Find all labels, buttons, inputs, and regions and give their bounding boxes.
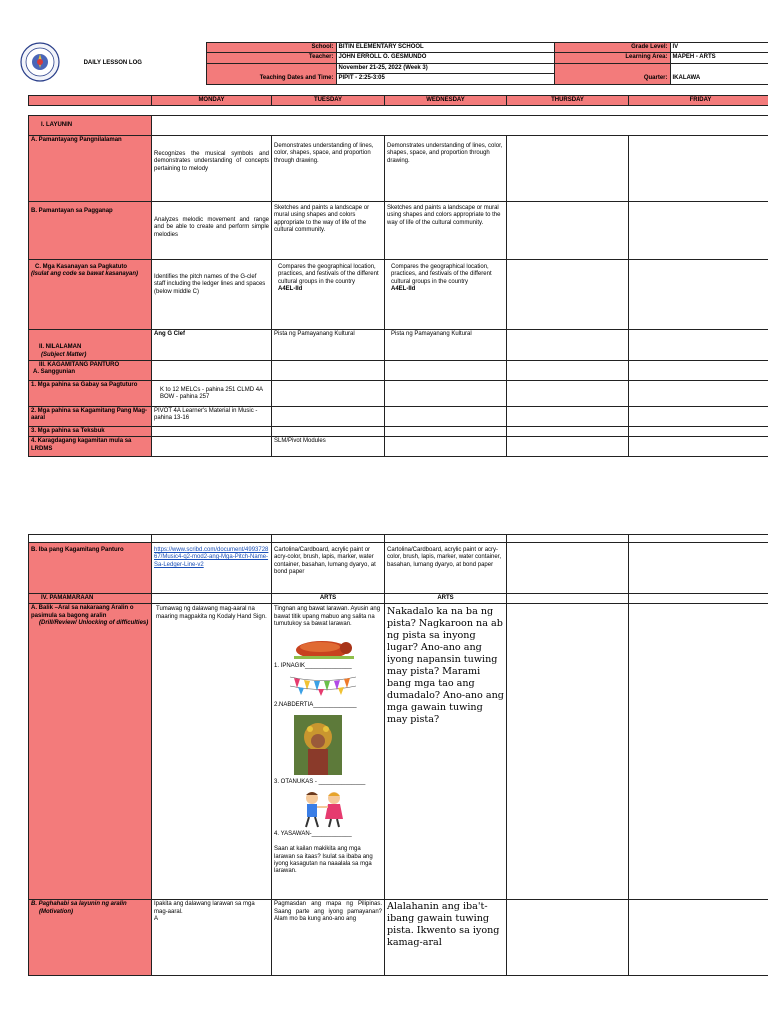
balik-aral-label: A. Balik –Aral sa nakaraang Aralin o pasimula sa bagong aralin (31, 605, 134, 619)
day-thursday: THURSDAY (507, 96, 629, 106)
sanggunian-label: A. Sanggunian (33, 369, 75, 376)
kagamitang-panturo-label: III. KAGAMITANG PANTURO (39, 362, 120, 368)
dates-value: November 21-25, 2022 (Week 3) (336, 63, 554, 73)
c-monday: Identifies the pitch names of the G-clef staff including the ledger lines and spaces (below middle C) (152, 260, 272, 330)
time-value: PIPIT - 2:25-3:05 (336, 74, 554, 84)
lechon-picture (290, 635, 360, 661)
kagamitang-mag-aaral-monday: PIVOT 4A Learner's Material in Music - pahina 13-16 (152, 407, 272, 427)
layunin-heading: I. LAYUNIN (29, 116, 152, 136)
dates-label: Teaching Dates and Time: (206, 63, 336, 84)
teksbuk-label: 3. Mga pahina sa Teksbuk (29, 427, 152, 437)
paghahabi-tuesday: Pagmasdan ang mapa ng Pilipinas. Saang parte ang iyong pamayanan? Alam mo ba kung ano-ano ang (272, 900, 385, 976)
teacher-label: Teacher: (206, 53, 336, 63)
grade-label: Grade Level: (554, 43, 670, 53)
pamamaraan-heading: IV. PAMAMARAAN (29, 594, 152, 604)
days-header (28, 95, 768, 106)
iba-tuesday: Cartolina/Cardboard, acrylic paint or acry-color, brush, lapis, marker, water container, basahan, lumang dyaryo, at bond paper (272, 543, 385, 594)
pic1-label: 1. IPNAGIK______________ (274, 662, 352, 669)
balik-tuesday-question: Saan at kailan makikita ang mga larawan sa itaas? Isulat sa ibaba ang iyong kasagutan na naaalala sa mga larawan. (274, 846, 373, 875)
banderitas-picture (288, 674, 358, 696)
paghahabi-wednesday: Alalahanin ang iba't-ibang gawain tuwing pista. Ikwento sa iyong kamag-aral (385, 900, 507, 976)
balik-tuesday: Tingnan ang bawat larawan. Ayusin ang bawat titik upang mabuo ang salita na tumutukoy sa bawat larawan. (274, 606, 381, 628)
lrdms-tuesday: SLM/Pivot Modules (272, 437, 385, 457)
balik-monday: Tumawag ng dalawang mag-aaral na maaring magpakita ng Kodaly Hand Sign. (152, 604, 272, 900)
gabay-monday: K to 12 MELCs - pahina 251 CLMD 4A BOW - pahina 257 (152, 381, 272, 407)
paghahabi-label: B. Paghahabi sa layunin ng aralin (31, 901, 127, 908)
a-monday: Recognizes the musical symbols and demonstrates understanding of concepts pertaining to melody (152, 136, 272, 202)
pic3-label: 3. OTANUKAS - ______________ (274, 779, 366, 786)
c-tuesday-code: A4EL-IId (278, 286, 303, 293)
school-value: BITIN ELEMENTARY SCHOOL (336, 43, 554, 53)
balik-aral-sublabel: (Drill/Review/ Unlocking of difficulties) (39, 620, 149, 627)
area-label: Learning Area: (554, 53, 670, 63)
day-wednesday: WEDNESDAY (385, 96, 507, 106)
pamantayan-sa-pagganap-label: B. Pamantayan sa Pagganap (29, 202, 152, 260)
lesson-table-page2 (28, 534, 768, 976)
pic2-label: 2.NABDERTIA_____________ (274, 702, 357, 709)
iba-wednesday: Cartolina/Cardboard, acrylic paint or acry-color, brush, lapis, marker, water container, basahan, lumang dyaryo, at bond paper (385, 543, 507, 594)
arts-wednesday: ARTS (385, 594, 507, 604)
paghahabi-sublabel: (Motivation) (39, 908, 73, 915)
pamantayang-pangnilalaman-label: A. Pamantayang Pangnilalaman (29, 136, 152, 202)
day-tuesday: TUESDAY (272, 96, 385, 106)
header-table (20, 42, 768, 85)
quarter-value: IKALAWA (670, 63, 768, 84)
dll-title: DAILY LESSON LOG (20, 43, 206, 85)
iba-pang-kagamitan-label: B. Iba pang Kagamitang Panturo (29, 543, 152, 594)
kasanayan-label: C. Mga Kasanayan sa Pagkatuto (35, 264, 128, 270)
scribd-link[interactable]: https://www.scribd.com/document/499372867/Music4-q2-mod2-ang-Mga-Pitch-Name-Sa-Ledger-Line-v2 (154, 547, 269, 568)
c-tuesday: Compares the geographical location, practices, and festivals of the different cultural groups in the country (278, 264, 379, 285)
a-wednesday: Demonstrates understanding of lines, color, shapes, space, and proportion through drawing. (385, 136, 507, 202)
b-tuesday: Sketches and paints a landscape or mural using shapes and colors appropriate to the way of life of the cultural community. (272, 202, 385, 260)
c-wednesday-code: A4EL-IId (391, 286, 416, 293)
lesson-table-page1 (28, 115, 768, 457)
nilalaman-label: II. NILALAMAN (39, 344, 82, 351)
school-label: School: (206, 43, 336, 53)
c-wednesday: Compares the geographical location, practices, and festivals of the different cultural groups in the country (391, 264, 492, 285)
quarter-label: Quarter: (554, 63, 670, 84)
paghahabi-monday: Ipakita ang dalawang larawan sa mga mag-aaral. (154, 901, 255, 915)
gabay-label: 1. Mga pahina sa Gabay sa Pagtuturo (29, 381, 152, 407)
nilalaman-monday: Ang G Clef (152, 330, 272, 361)
nilalaman-tuesday: Pista ng Pamayanang Kultural (272, 330, 385, 361)
dancing-kids-picture (294, 789, 354, 829)
grade-value: IV (670, 43, 768, 53)
kasanayan-sublabel: (Isulat ang code sa bawat kasanayan) (31, 271, 139, 278)
pic4-label: 4. YASAWAN-____________ (274, 830, 352, 837)
nilalaman-sublabel: (Subject Matter) (41, 351, 87, 358)
paghahabi-monday-a: A (154, 916, 159, 923)
day-friday: FRIDAY (629, 96, 768, 106)
teacher-value: JOHN ERROLL O. GESMUNDO (336, 53, 554, 63)
lrdms-label: 4. Karagdagang kagamitan mula sa LRDMS (29, 437, 152, 457)
balik-wednesday: Nakadalo ka na ba ng pista? Nagkaroon na ab ng pista sa inyong lugar? Ano-ano ang iyong napansin tuwing may pista? Marami bang mga tao ang dumadalo? Ano-ano ang mga gawain tuwing may pista? (385, 604, 507, 900)
day-monday: MONDAY (152, 96, 272, 106)
nilalaman-wednesday: Pista ng Pamayanang Kultural (385, 330, 507, 361)
a-tuesday: Demonstrates understanding of lines, color, shapes, space, and proportion through drawing. (272, 136, 385, 202)
b-monday: Analyzes melodic movement and range and be able to create and perform simple melodies (152, 202, 272, 260)
kagamitang-mag-aaral-label: 2. Mga pahina sa Kagamitang Pang Mag-aaral (29, 407, 152, 427)
b-wednesday: Sketches and paints a landscape or mural using shapes and colors appropriate to the way of life of the cultural community. (385, 202, 507, 260)
area-value: MAPEH - ARTS (670, 53, 768, 63)
festival-costume-picture (294, 715, 342, 775)
arts-tuesday: ARTS (272, 594, 385, 604)
